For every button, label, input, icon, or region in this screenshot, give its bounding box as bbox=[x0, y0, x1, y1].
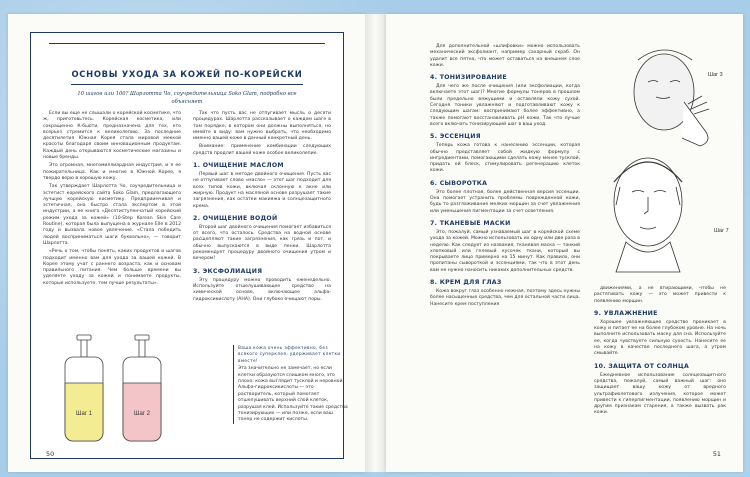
quote-text: Эта значительно не замечает, но если клетки образуются слишком много, это плохо: кожа выглядит тусклой и неровной. Альфа-гидроксикислоты — это растворитель, который помогает отшелушивать верхний слой клеток, разрушая клей. Используйте такие средства тонизирующих — или позже, если ваш тонер не содержит кислоты. bbox=[238, 366, 348, 423]
section-heading: 2. ОЧИЩЕНИЕ ВОДОЙ bbox=[193, 214, 278, 222]
paragraph: Кожа вокруг глаз особенно нежная, поэтому здесь нужны более насыщенные средства, чем для остальной части лица. Нанесите крем поступления bbox=[430, 289, 580, 307]
paragraph: Так утверждает Шарлотта Чо, соучредительница и эстетист корейского сайта Soko Glam, предлагающего лучшую корейскую косметику. Предприимчивая и эстетичная, она быстро стала экспертом в этой индустрии, а ее книга «Десятиступенчатый корейский режим ухода за кожей» (10-Step Korean Skin Care Routine), которая была выпущена в журнале Elle в 2012 году и вызвала новое увлечение. «Стала победить людей восприниматься шаги буквально», — говорит Шарлотта. bbox=[43, 184, 181, 246]
pink-bottle-icon bbox=[123, 335, 161, 441]
right-column-1 bbox=[430, 44, 580, 310]
article-card bbox=[30, 32, 348, 459]
paragraph: Второй шаг двойного очищения помогает избавиться от всего, что осталось. Средства на водной основе расщепляют такие загрязнения, как грязь и пот, и обычно выпускаются в виде пенки. Шарлотта рекомендует процедуру двойного очищения утром и вечером! bbox=[193, 224, 331, 262]
paragraph: Внимание: применение комбинации следующих средств продлит вашей коже особое великолепие. bbox=[193, 144, 331, 156]
right-column-2 bbox=[594, 286, 726, 419]
section-heading: 9. УВЛАЖНЕНИЕ bbox=[594, 309, 658, 317]
paragraph: Ежедневное использование солнцезащитного средства, пожалуй, самый важный шаг: оно защищает вашу кожу от вредного ультрафиолетового излучения, которое может привести к гиперпигментации, появлению морщин и другим признакам старения, а также вызвать рак кожи. bbox=[594, 372, 726, 416]
section-heading: 10. ЗАЩИТА ОТ СОЛНЦА bbox=[594, 362, 690, 370]
section-heading: 5. ЭССЕНЦИЯ bbox=[430, 133, 481, 141]
section-heading: 1. ОЧИЩЕНИЕ МАСЛОМ bbox=[193, 162, 284, 170]
left-page bbox=[8, 14, 365, 472]
quote-heading: Ваша кожа очень эффективно, без всякого суперклея, удерживает клетки вместе! bbox=[238, 345, 341, 363]
paragraph: «Речь о том, чтобы понять, каких продуктов и шагов подходит именно вам для ухода за вашей кожей. В Корее этому учат с раннего возраста, как и основам правильного питания. Чем больше времени вы уделяете уходу за кожей и понимаете продукты, которые используете, тем лучше результаты». bbox=[43, 249, 181, 286]
left-column-1 bbox=[43, 111, 181, 289]
book-gutter bbox=[365, 14, 386, 472]
section-heading: 7. ТКАНЕВЫЕ МАСКИ bbox=[430, 219, 511, 227]
paragraph: Так что пусть вас не отпугивает мысль о десяти процедурах. Шарлотта рассказывает о каждом шаге в том порядке, в котором они должны выполняться, но имейте в виду: вам нужно выбрать, что необходимо именно вашей коже в данный конкретный день. bbox=[193, 111, 331, 142]
paragraph: Если вы еще не слышали о корейской косметике, что ж, приготовьтесь. Корейская косметика, или сокращенно К-бьюти, предназначена для тех, кто всерьез стремится к великолепию. За последние десятилетия Южная Корея стала мировой меккой красоты благодаря своим инновационным продуктам. Каждый день открываются косметические магазины и новые бренды. bbox=[43, 111, 181, 161]
caption-step-7: Шаг 7 bbox=[714, 228, 729, 234]
side-quote bbox=[233, 345, 348, 424]
bottle-1-label: Шаг 1 bbox=[75, 411, 93, 417]
paragraph: Эту процедуру можно проводить еженедельно. Используйте отшелушивающее средство на химической основе, включающее альфа-гидроксикислоту (AHA). Они глубоко очищают поры. bbox=[193, 277, 331, 302]
paragraph: Это, пожалуй, самый узнаваемый шаг в корейской схеме ухода за кожей. Можно использовать их одну или две раза в неделю. Как следует из названия, тканевая маска — тонкий хлопковый или гелевый кусочек ткани, который вы покрываете лицо примерно на 15 минут. Как правило, они пропитаны сывороткой и эссенциями, так что в этот день вам не нужно наносить никаких дополнительных средств. bbox=[430, 229, 580, 273]
yellow-bottle-icon bbox=[65, 335, 103, 441]
bottle-2-label: Шаг 2 bbox=[133, 411, 151, 417]
section-heading: 3. ЭКСФОЛИАЦИЯ bbox=[193, 267, 263, 275]
paragraph: движениями, а не втирающими, чтобы не растягивать кожу — это может привести к появлению морщин. bbox=[594, 286, 726, 304]
paragraph: Это более плотная, более действенная версия эссенции. Она помогает устранить проблемы поврежденной кожи, будь то разглаживание мелких морщин за счет увлажнения или уменьшения пигментации за счет осветления. bbox=[430, 189, 580, 214]
paragraph: Хорошее увлажняющее средство проникает в кожу и питает ее на более глубоком уровне. На ночь выполните использовать маску для сна. Используйте ее, когда чувствуете сильную сухость. Нанесите ее на кожу в качестве последнего шага, а утром смывайте. bbox=[594, 319, 726, 357]
section-heading: 6. СЫВОРОТКА bbox=[430, 179, 488, 187]
face-with-mask-icon bbox=[614, 158, 682, 272]
page-number: 50 bbox=[46, 450, 55, 458]
paragraph: Для чего же после очищения (или эксфолиации, когда включаете этот шаг)? Многие формулы тонеров в прошлом были предельно вяжущими и оставляли кожу сухой. Сегодня тоники увлажняют и подготавливают кожу к следующим шагам: воспринимают более эффективно, а также помогают восстанавливать pH кожи. Так что лучше всего включать тонизирующий шаг в ваш уход. bbox=[430, 84, 580, 127]
page-number: 51 bbox=[712, 450, 721, 458]
face-illustration bbox=[596, 42, 736, 274]
face-with-hand-icon bbox=[634, 50, 709, 146]
right-page bbox=[386, 14, 743, 472]
section-heading: 8. КРЕМ ДЛЯ ГЛАЗ bbox=[430, 279, 502, 287]
paragraph: Первый шаг в методе двойного очищения. Пусть вас не отпугивает слово «масло» — этот шаг подходит для всех типов кожи, включая склонную к акне или жирную. Продукт на масляной основе разрушает такие загрязнения, как остатки макияжа и солнцезащитного крема. bbox=[193, 172, 331, 209]
caption-step-3: Шаг 3 bbox=[708, 72, 723, 78]
article-title: ОСНОВЫ УХОДА ЗА КОЖЕЙ ПО-КОРЕЙСКИ bbox=[71, 69, 303, 79]
top-rule bbox=[49, 43, 325, 44]
paragraph: Это огромная, многомиллиардная индустрия, и я ее пожирательница. Как и многие в Южной Корее, я твердо верю в хорошую кожу. bbox=[43, 163, 181, 181]
left-column-2 bbox=[193, 111, 331, 305]
paragraph: Теперь кожа готова к нанесению эссенции, которая обычно представляет собой жидкую формулу с ингредиентами, помогающими сделать кожу менее тусклой, придать ей блеск, стимулировать регенерацию клеток кожи. bbox=[430, 143, 580, 174]
paragraph: Для дополнительной «шлифовки» можно использовать механический эксфолиант, например сахарный скраб. Он удалит все пятна, что может оставаться на внешнем слое кожи. bbox=[430, 44, 580, 68]
bottles-illustration bbox=[51, 333, 181, 445]
article-subtitle: 10 шагов или 100? Шарлотта Чо, соучредительница Soko Glam, подробно все объясняет bbox=[77, 91, 297, 105]
section-heading: 4. ТОНИЗИРОВАНИЕ bbox=[430, 74, 507, 82]
title-rule bbox=[71, 84, 303, 85]
